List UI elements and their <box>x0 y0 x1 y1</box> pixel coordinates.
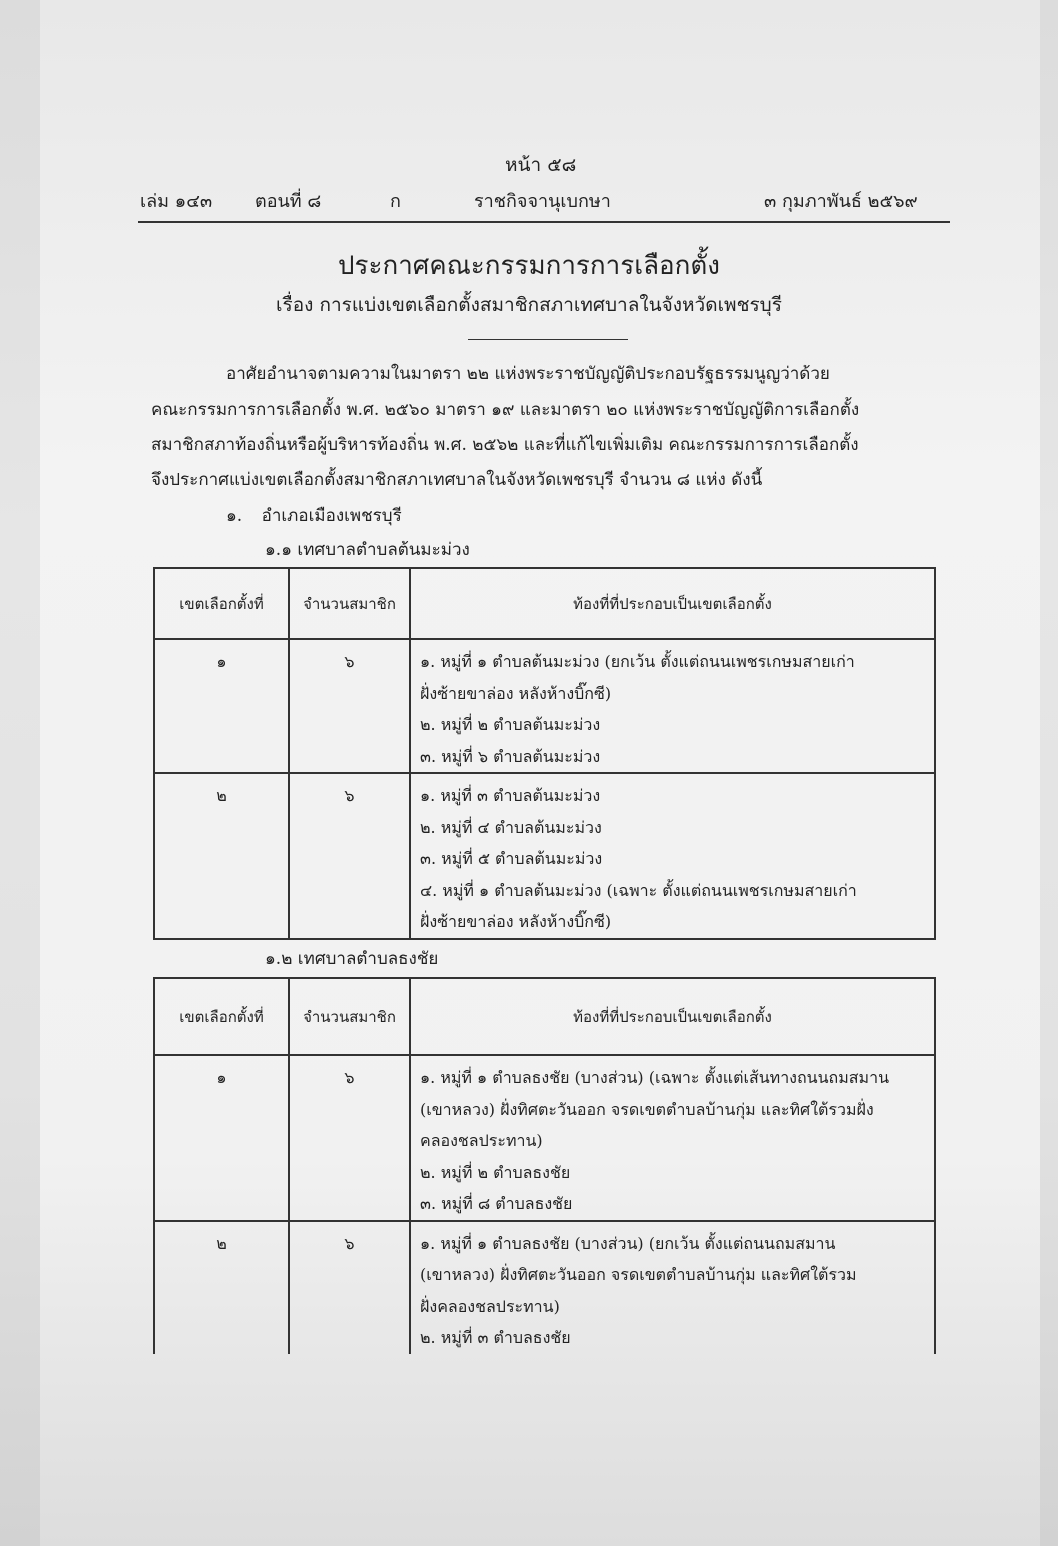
col-header-members: จำนวนสมาชิก <box>289 568 410 639</box>
announcement-subject: เรื่อง การแบ่งเขตเลือกตั้งสมาชิกสภาเทศบาลในจังหวัดเพชรบุรี <box>276 294 782 316</box>
area-line: ๑. หมู่ที่ ๑ ตำบลธงชัย (บางส่วน) (ยกเว้น ตั้งแต่ถนนถมสมาน <box>420 1233 836 1253</box>
district-heading <box>226 502 402 529</box>
area-line: ๒. หมู่ที่ ๓ ตำบลธงชัย <box>420 1328 571 1347</box>
zone-number: ๑ <box>154 1055 289 1221</box>
member-count: ๖ <box>289 1055 410 1221</box>
area-line: (เขาหลวง) ฝั่งทิศตะวันออก จรดเขตตำบลบ้านกุ่ม และทิศใต้รวม <box>420 1265 857 1284</box>
municipality-1-heading: ๑.๑ เทศบาลตำบลต้นมะม่วง <box>265 540 470 560</box>
member-count: ๖ <box>289 1221 410 1354</box>
area-line: ๑. หมู่ที่ ๑ ตำบลธงชัย (บางส่วน) (เฉพาะ ตั้งแต่เส้นทางถนนถมสมาน <box>420 1068 890 1087</box>
area-line: ๒. หมู่ที่ ๔ ตำบลต้นมะม่วง <box>420 817 602 837</box>
col-header-members: จำนวนสมาชิก <box>289 978 410 1055</box>
table-header-row <box>154 568 935 639</box>
gazette-date: ๓ กุมภาพันธ์ ๒๕๖๙ <box>764 191 918 212</box>
area-line: ๑. หมู่ที่ ๑ ตำบลต้นมะม่วง (ยกเว้น ตั้งแต่ถนนเพชรเกษมสายเก่า <box>420 652 855 671</box>
area-line: ๓. หมู่ที่ ๕ ตำบลต้นมะม่วง <box>420 849 603 868</box>
area-line: ๑. หมู่ที่ ๓ ตำบลต้นมะม่วง <box>420 786 601 805</box>
area-line: ๔. หมู่ที่ ๑ ตำบลต้นมะม่วง (เฉพาะ ตั้งแต่ถนนเพชรเกษมสายเก่า <box>420 880 857 900</box>
body-line-1: อาศัยอำนาจตามความในมาตรา ๒๒ แห่งพระราชบัญญัติประกอบรัฐธรรมนูญว่าด้วย <box>226 364 830 384</box>
area-line: ฝั่งซ้ายขาล่อง หลังห้างบิ๊กซี) <box>420 912 612 931</box>
page-number: หน้า ๕๘ <box>505 154 577 176</box>
zone-number: ๒ <box>154 773 289 939</box>
area-line: ฝั่งซ้ายขาล่อง หลังห้างบิ๊กซี) <box>420 683 612 703</box>
zone-number: ๑ <box>154 639 289 773</box>
table-row <box>154 1055 935 1221</box>
zone-number: ๒ <box>154 1221 289 1354</box>
body-line-2: คณะกรรมการการเลือกตั้ง พ.ศ. ๒๕๖๐ มาตรา ๑๙ และมาตรา ๒๐ แห่งพระราชบัญญัติการเลือกตั้ง <box>151 400 860 420</box>
body-line-3: สมาชิกสภาท้องถิ่นหรือผู้บริหารท้องถิ่น พ.ศ. ๒๕๖๒ และที่แก้ไขเพิ่มเติม คณะกรรมการการเลือกตั้ง <box>151 435 859 455</box>
area-line: (เขาหลวง) ฝั่งทิศตะวันออก จรดเขตตำบลบ้านกุ่ม และทิศใต้รวมฝั่ง <box>420 1099 874 1119</box>
title-divider <box>468 339 628 340</box>
gazette-issue: ตอนที่ ๘ <box>255 191 322 212</box>
district-name: อำเภอเมืองเพชรบุรี <box>261 506 402 526</box>
gazette-volume: เล่ม ๑๔๓ <box>140 191 213 212</box>
area-list <box>410 773 935 939</box>
gazette-section: ก <box>390 191 401 212</box>
district-number: ๑. <box>226 506 243 526</box>
zone-table-1 <box>153 567 936 940</box>
gazette-name: ราชกิจจานุเบกษา <box>474 191 611 212</box>
header-rule <box>138 221 950 223</box>
zone-table-2 <box>153 977 936 1354</box>
announcement-title: ประกาศคณะกรรมการการเลือกตั้ง <box>338 251 720 281</box>
area-line: ฝั่งคลองชลประทาน) <box>420 1296 560 1316</box>
area-list <box>410 1055 935 1221</box>
body-line-4: จึงประกาศแบ่งเขตเลือกตั้งสมาชิกสภาเทศบาลในจังหวัดเพชรบุรี จำนวน ๘ แห่ง ดังนี้ <box>151 470 763 490</box>
area-line: คลองชลประทาน) <box>420 1131 543 1150</box>
area-line: ๒. หมู่ที่ ๒ ตำบลต้นมะม่วง <box>420 715 601 734</box>
area-line: ๓. หมู่ที่ ๖ ตำบลต้นมะม่วง <box>420 746 601 766</box>
member-count: ๖ <box>289 773 410 939</box>
col-header-zone: เขตเลือกตั้งที่ <box>154 978 289 1055</box>
col-header-areas: ท้องที่ที่ประกอบเป็นเขตเลือกตั้ง <box>410 978 935 1055</box>
member-count: ๖ <box>289 639 410 773</box>
area-line: ๒. หมู่ที่ ๒ ตำบลธงชัย <box>420 1162 571 1182</box>
municipality-2-heading: ๑.๒ เทศบาลตำบลธงชัย <box>265 949 439 969</box>
area-list <box>410 639 935 773</box>
col-header-areas: ท้องที่ที่ประกอบเป็นเขตเลือกตั้ง <box>410 568 935 639</box>
table-header-row <box>154 978 935 1055</box>
area-line: ๓. หมู่ที่ ๘ ตำบลธงชัย <box>420 1194 573 1213</box>
table-row <box>154 1221 935 1354</box>
table-row <box>154 639 935 773</box>
table-row <box>154 773 935 939</box>
col-header-zone: เขตเลือกตั้งที่ <box>154 568 289 639</box>
area-list <box>410 1221 935 1354</box>
